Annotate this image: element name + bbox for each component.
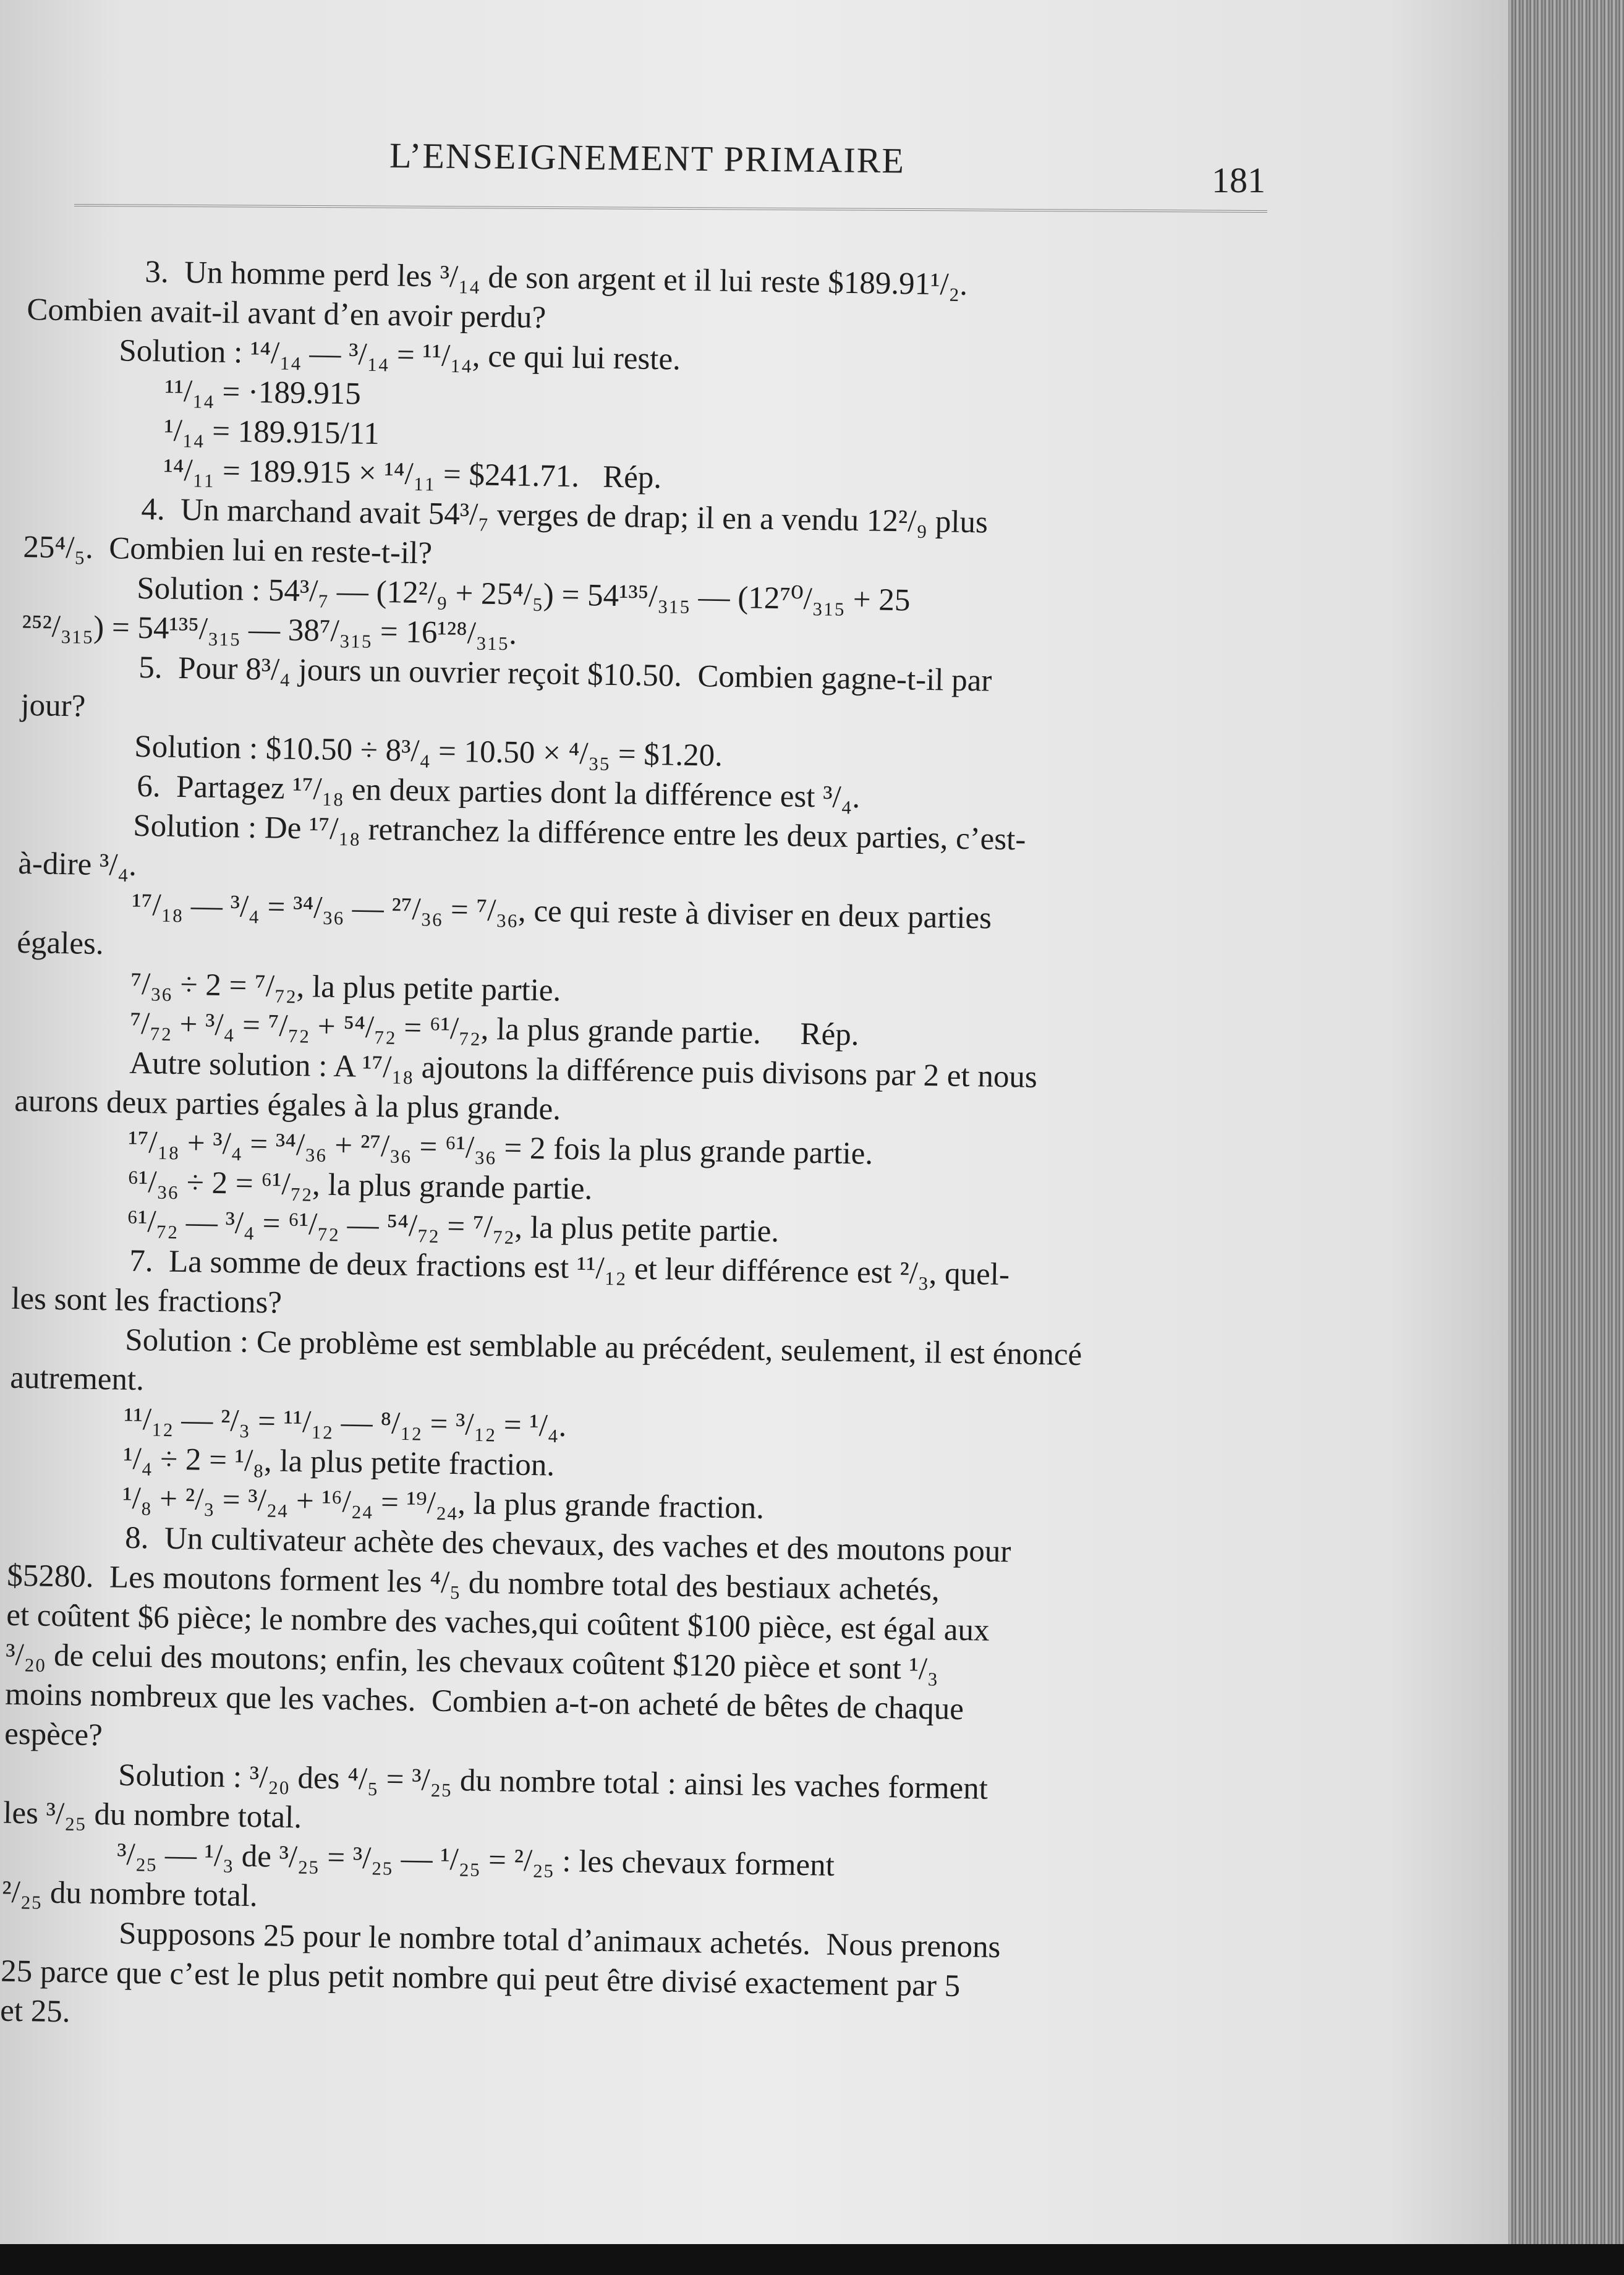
text-line: ¹/₁₄ = 189.915/11 — [164, 413, 380, 451]
text-line: ⁷/₃₆ ÷ 2 = ⁷/₇₂, la plus petite partie. — [130, 966, 561, 1008]
text-line: et coûtent $6 pièce; le nombre des vaches,qui coûtent $100 pièce, est égal aux — [6, 1597, 990, 1648]
text-line: espèce? — [4, 1716, 103, 1753]
text-line: moins nombreux que les vaches. Combien a-t-on acheté de bêtes de chaque — [4, 1677, 964, 1727]
text-line: 4. Un marchand avait 54³/₇ verges de drap; il en a vendu 12²/₉ plus — [141, 491, 988, 540]
text-line: Autre solution : A ¹⁷/₁₈ ajoutons la différence puis divisons par 2 et nous — [129, 1045, 1038, 1095]
page-body — [0, 250, 1258, 2050]
text-line: ²/₂₅ du nombre total. — [1, 1874, 258, 1914]
text-line: Solution : 54³/₇ — (12²/₉ + 25⁴/₅) = 54¹³⁵/₃₁₅ — (12⁷⁰/₃₁₅ + 25 — [136, 571, 911, 618]
text-line: ¹/₄ ÷ 2 = ¹/₈, la plus petite fraction. — [122, 1441, 555, 1483]
text-line: les ³/₂₅ du nombre total. — [2, 1795, 302, 1835]
text-line: 5. Pour 8³/₄ jours un ouvrier reçoit $10.50. Combien gagne-t-il par — [138, 650, 992, 699]
text-line: ³/₂₀ de celui des moutons; enfin, les chevaux coûtent $120 pièce et sont ¹/₃ — [5, 1637, 939, 1687]
scan-bottom-edge — [0, 2244, 1624, 2275]
text-line: 8. Un cultivateur achète des chevaux, des vaches et des moutons pour — [124, 1520, 1011, 1570]
text-line: ⁶¹/₃₆ ÷ 2 = ⁶¹/₇₂, la plus grande partie. — [127, 1164, 593, 1207]
text-line: 7. La somme de deux fractions est ¹¹/₁₂ et leur différence est ²/₃, quel- — [129, 1243, 1010, 1293]
text-line: ⁶¹/₇₂ — ³/₄ = ⁶¹/₇₂ — ⁵⁴/₇₂ = ⁷/₇₂, la plus petite partie. — [126, 1204, 780, 1249]
running-title: L’ENSEIGNEMENT PRIMAIRE — [389, 135, 906, 181]
text-line: 25⁴/₅. Combien lui en reste-t-il? — [23, 529, 433, 571]
text-line: 6. Partagez ¹⁷/₁₈ en deux parties dont la différence est ³/₄. — [136, 768, 861, 815]
text-line: ¹⁷/₁₈ + ³/₄ = ³⁴/₃₆ + ²⁷/₃₆ = ⁶¹/₃₆ = 2 fois la plus grande partie. — [127, 1125, 874, 1172]
text-line: Solution : $10.50 ÷ 8³/₄ = 10.50 × ⁴/₃₅ = $1.20. — [134, 729, 723, 773]
text-line: ¹⁷/₁₈ — ³/₄ = ³⁴/₃₆ — ²⁷/₃₆ = ⁷/₃₆, ce qui reste à diviser en deux parties — [131, 887, 992, 936]
text-line: à-dire ³/₄. — [17, 846, 137, 883]
text-line: ¹/₈ + ²/₃ = ³/₂₄ + ¹⁶/₂₄ = ¹⁹/₂₄, la plus grande fraction. — [122, 1481, 765, 1526]
text-line: Supposons 25 pour le nombre total d’animaux achetés. Nous prenons — [118, 1916, 1001, 1965]
text-line: 3. Un homme perd les ³/₁₄ de son argent et il lui reste $189.91¹/₂. — [145, 254, 968, 302]
text-line: ¹⁴/₁₁ = 189.915 × ¹⁴/₁₁ = $241.71. Rép. — [163, 453, 662, 496]
text-line: Solution : ³/₂₀ des ⁴/₅ = ³/₂₅ du nombre total : ainsi les vaches forment — [117, 1758, 988, 1806]
text-line: Combien avait-il avant d’en avoir perdu? — [27, 292, 546, 336]
text-line: égales. — [16, 925, 104, 962]
text-line: jour? — [20, 687, 86, 724]
text-line: Solution : De ¹⁷/₁₈ retranchez la différence entre les deux parties, c’est- — [132, 808, 1026, 857]
text-line: et 25. — [0, 1993, 71, 2030]
text-line: Solution : Ce problème est semblable au précédent, seulement, il est énoncé — [124, 1322, 1082, 1372]
text-line: ¹¹/₁₄ = ·189.915 — [164, 373, 362, 412]
text-line: ²⁵²/₃₁₅) = 54¹³⁵/₃₁₅ — 38⁷/₃₁₅ = 16¹²⁸/₃₁₅. — [22, 608, 517, 652]
book-spine-edge — [1508, 0, 1624, 2275]
text-line: autrement. — [9, 1360, 145, 1398]
text-line: ¹¹/₁₂ — ²/₃ = ¹¹/₁₂ — ⁸/₁₂ = ³/₁₂ = ¹/₄. — [123, 1401, 567, 1444]
text-line: $5280. Les moutons forment les ⁴/₅ du nombre total des bestiaux achetés, — [6, 1558, 940, 1608]
text-line: 25 parce que c’est le plus petit nombre qui peut être divisé exactement par 5 — [0, 1954, 961, 2004]
header-rule — [74, 204, 1267, 213]
text-line: Solution : ¹⁴/₁₄ — ³/₁₄ = ¹¹/₁₄, ce qui lui reste. — [119, 333, 681, 377]
page-number: 181 — [1212, 160, 1265, 200]
text-line: ⁷/₇₂ + ³/₄ = ⁷/₇₂ + ⁵⁴/₇₂ = ⁶¹/₇₂, la plus grande partie. Rép. — [129, 1006, 859, 1053]
text-line: aurons deux parties égales à la plus grande. — [14, 1083, 561, 1127]
text-line: les sont les fractions? — [11, 1281, 283, 1320]
text-line: ³/₂₅ — ¹/₃ de ³/₂₅ = ³/₂₅ — ¹/₂₅ = ²/₂₅ : les chevaux forment — [116, 1837, 835, 1883]
